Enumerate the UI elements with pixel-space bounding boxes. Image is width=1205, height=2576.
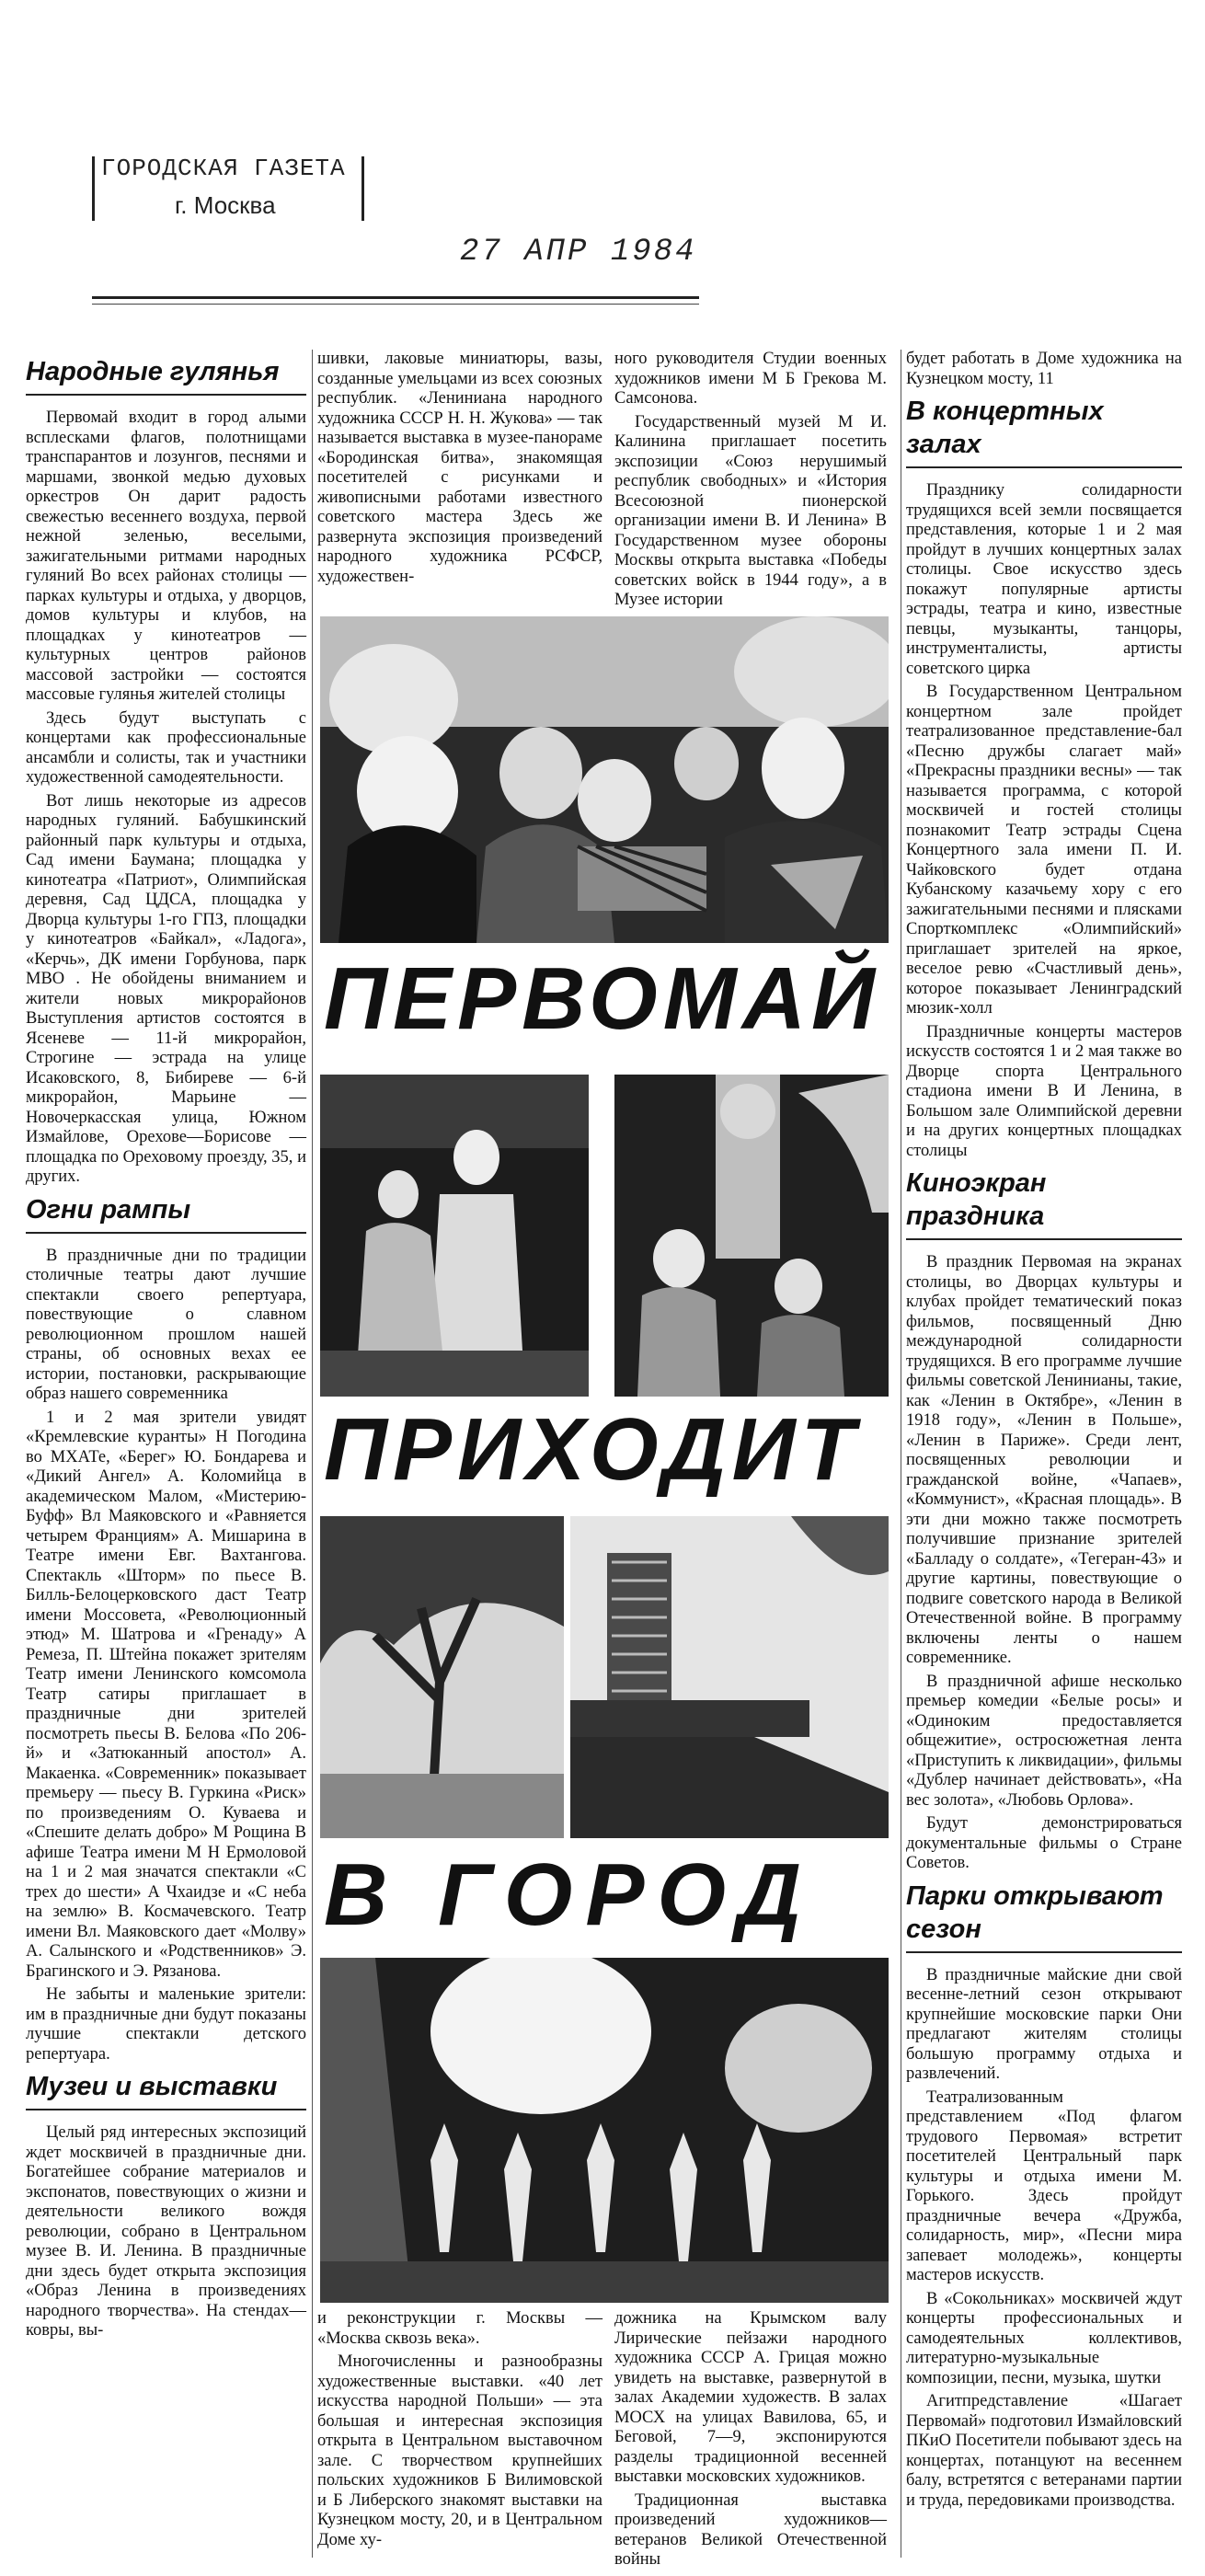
section-title-parks: Парки открывают сезон [906,1880,1182,1953]
photo-people-monument [614,1075,889,1397]
photo-festive-crowd [320,616,889,943]
section-title-folk: Народные гулянья [26,355,306,396]
paragraph: Вот лишь некоторые из адресов народных гуляний. Бабушкинский районный парк культуры и отдыха, Сад имени Баумана; площадка у кинотеатра «Патриот», Олимпийская деревня, Сад ЦДСА, площадка у Дворца культуры 1-го ГПЗ, площадки у кинотеатров «Байкал», «Ладога», «Керчь», ДК имени Горбунова, парк МВО . Не обойдены вниманием и жители новых микрорайонов Выступления артистов состоятся в Ясеневе — 11-й микрорайон, Строгине — эстрада на улице Исаковского, 8, Бибиреве — 6-й микрорайон, Марьине — Новочеркасская улица, Южном Измайлове, Орехове—Борисове — площадка по Ореховому проезду, 35, и других. [26,791,306,1186]
photo-city-tree [320,1516,564,1838]
photo-city-buildings [570,1516,889,1838]
paragraph: ного руководителя Студии военных художников имени М Б Грекова М. Самсонова. [614,350,887,408]
paragraph: Театрализованным представлением «Под флагом трудового Первомая» встретит посетителей Центральный парк культуры и отдыха имени М. Горького. Здесь пройдут праздничные вечера «Дружба, солидарность, мир», «Песни мира запевает молодежь», концерты мастеров искусств. [906,2087,1182,2284]
headline-line-1: ПЕРВОМАЙ [324,949,881,1048]
paragraph: будет работать в Доме художника на Кузнецком мосту, 11 [906,350,1182,388]
paragraph: дожника на Крымском валу Лирические пейзажи народного художника СССР А. Грицая можно увидеть на выставке, развернутой в залах Академии художеств. В залах МОСХ на улицах Вавилова, 65, и Беговой, 7—9, экспонируются разделы традиционной весенней выставки московских художников. [614,2309,887,2486]
section-title-museums: Музеи и выставки [26,2070,306,2110]
column-right [906,350,1182,2514]
paragraph: В праздничные дни по традиции столичные театры дают лучшие спектакли своего репертуара, повествующие о славном революционном прошлом нашей страны, об основных вехах ее истории, постановки, раскрывающие образ нашего современника [26,1246,306,1403]
paragraph: Целый ряд интересных экспозиций ждет москвичей в праздничные дни. Богатейшее собрание материалов и экспонатов, повествующих о жизни и деятельности великого вождя революции, собрано в Центральном музее В. И. Ленина. В праздничные дни здесь будет открыта экспозиция «Образ Ленина в произведениях народного творчества». На стендах—ковры, вы- [26,2123,306,2340]
paragraph: В «Сокольниках» москвичей ждут концерты профессиональных и самодеятельных коллективов, литературно-музыкальные композиции, песни, музыка, шутки [906,2289,1182,2387]
paragraph: шивки, лаковые миниатюры, вазы, созданные умельцами из всех союзных республик. «Лениниана народного художника СССР Н. Н. Жукова» — так называется выставка в музее-панораме «Бородинская битва», знакомящая посетителей с рисунками и живописными работами известного советского мастера Здесь же развернута экспозиция произведений народного художника РСФСР, художествен- [317,350,602,586]
paragraph: 1 и 2 мая зрители увидят «Кремлевские куранты» Н Погодина во МХАТе, «Берег» Ю. Бондарева и «Дикий Ангел» А. Коломийца в академическом Малом, «Мистерию-Буфф» Вл Маяковского и «Равняется четырем Франциям» А. Мишарина в Театре имени Евг. Вахтангова. Спектакль «Шторм» по пьесе В. Билль-Белоцерковского даст Театр имени Моссовета, «Революционный этюд» М. Шатрова и «Гренаду» А Ремеза, П. Штейна покажет зрителям Театр имени Ленинского комсомола Театр сатиры приглашает в праздничные дни зрителей посмотреть пьесы В. Белова «По 206-й» и «Затюканный апостол» А. Макаенка. «Современник» показывает премьеру — пьесу В. Гуркина «Риск» по произведениям О. Куваева и «Спешите делать добро» М Рощина В афише Театра имени М Н Ермоловой на 1 и 2 мая значатся спектакли «С трех до шести» А Чхаидзе и «С неба на землю» В. Космачевского. Театр имени Вл. Маяковского дает «Молву» А. Салынского и «Родственников» Э. Брагинского и Э. Рязанова. [26,1408,306,1981]
paragraph: В праздник Первомая на экранах столицы, во Дворцах культуры и клубах пройдет тематический показ фильмов, посвященный Дню международной солидарности трудящихся. В его программе лучшие фильмы советской Ленинианы, такие, как «Ленин в Октябре», «Ленин в 1918 году», «Ленин в Польше», «Ленин в Париже». Среди лент, посвященных революции и гражданской войне, «Чапаев», «Коммунист», «Красная площадь». В эти дни можно также посмотреть получившие признание зрителей «Балладу о солдате», «Тегеран-43» и другие картины, повествующие о подвиге советского народа в Великой Отечественной войне. В программу включены ленты о нашем современнике. [906,1253,1182,1667]
paragraph: Государственный музей М И. Калинина приглашает посетить экспозиции «Союз нерушимый республик свободных» и «История Всесоюзной пионерской организации имени В. И Ленина» В Государственном музее обороны Москвы открыта выставка «Победы советских войск в 1944 году», а в Музее истории [614,412,887,609]
paragraph: В праздничной афише несколько премьер комедии «Белые росы» и «Одиноким предоставляется общежитие», остросюжетная лента «Приступить к ликвидации», фильмы «Дублер начинает действовать», «На вес золота», «Любовь Орлова». [906,1672,1182,1810]
paragraph: Многочисленны и разнообразны художественные выставки. «40 лет искусства народной Польши» — эта большая и интересная экспозиция открыта в Центральном выставочном зале. С творчеством крупнейших польских художников Б Вилимовской и Б Либерского знакомят выставки на Кузнецком мосту, 20, и в Центральном Доме ху- [317,2352,602,2549]
paragraph: Здесь будут выступать с концертами как профессиональные ансамбли и солисты, так и участники художественной самодеятельности. [26,708,306,787]
column-center-left-top [317,350,602,591]
paragraph: В Государственном Центральном концертном зале пройдет театрализованное представление-бал «Песню дружбы слагает май» «Прекрасны праздники весны» — так называется программа, с которой москвичей и гостей столицы познакомит Театр эстрады Сцена Концертного зала имени П. И. Чайковского будет отдана Кубанскому казачьему хору с его зажигательными песнями и плясками Спорткомплекс «Олимпийский» приглашает зрителей на яркое, веселое ревю «Счастливый день», которое показывает Ленинградский мюзик-холл [906,683,1182,1018]
section-title-concert: В концертных залах [906,395,1182,468]
stamp-city: г. Москва [175,191,276,219]
column-left [26,350,306,2345]
paragraph: Будут демонстрироваться документальные фильмы о Стране Советов. [906,1814,1182,1872]
paragraph: Празднику солидарности трудящихся всей земли посвящается представления, которые 1 и 2 мая пройдут в лучших концертных залах столицы. Свое искусство здесь покажут популярные артисты эстрады, театра и кино, известные певцы, музыканты, танцоры, инструменталисты, артисты советского цирка [906,481,1182,678]
headline-line-2: ПРИХОДИТ [324,1400,861,1499]
paragraph: Праздничные концерты мастеров искусств состоятся 1 и 2 мая также во Дворце спорта Центрального стадиона имени В И Ленина, в Большом зале Олимпийской деревни и на других концертных площадках столицы [906,1022,1182,1160]
column-center-right-bottom [614,2309,887,2574]
header-rule-thin [92,304,699,305]
paragraph: В праздничные майские дни свой весенне-летний сезон открывают крупнейшие московские парки Они предлагают жителям столицы большую программу отдыха и развлечений. [906,1965,1182,2083]
paragraph: Агитпредставление «Шагает Первомай» подготовил Измайловский ПКиО Посетители побывают здесь на концертах, потанцуют на весеннем балу, встретятся с ветеранами партии и труда, передовиками производства. [906,2392,1182,2510]
paragraph: Первомай входит в город алыми всплесками флагов, полотнищами транспарантов и лозунгов, песнями и маршами, звонкой медью духовых оркестров Он дарит радость свежестью весеннего воздуха, первой нежной зеленью, веселыми, зажигательными ритмами народных гуляний Во всех районах столицы — парках культуры и отдыха, у дворцов, домов культуры и клубов, на площадках у кинотеатров — культурных центров районов массовой застройки — состоятся массовые гулянья жителей столицы [26,408,306,704]
photo-dancers [320,1958,889,2303]
header-rule [92,296,699,299]
column-center-left-bottom [317,2309,602,2554]
section-title-footlights: Огни рампы [26,1193,306,1234]
column-center-right-top [614,350,887,615]
section-title-cinema: Киноэкран праздника [906,1167,1182,1240]
column-divider [312,350,313,2558]
headline-line-3: В ГОРОД [324,1846,815,1944]
photo-stage-performers [320,1075,589,1397]
paragraph: Традиционная выставка произведений художников—ветеранов Великой Отечественной войны [614,2490,887,2569]
paragraph: и реконструкции г. Москвы — «Москва сквозь века». [317,2309,602,2348]
stamp-publication-name: ГОРОДСКАЯ ГАЗЕТА [101,155,346,182]
date-stamp: 27 АПР 1984 [460,235,697,270]
paragraph: Не забыты и маленькие зрители: им в праздничные дни будут показаны лучшие спектакли детского репертуара. [26,1985,306,2064]
